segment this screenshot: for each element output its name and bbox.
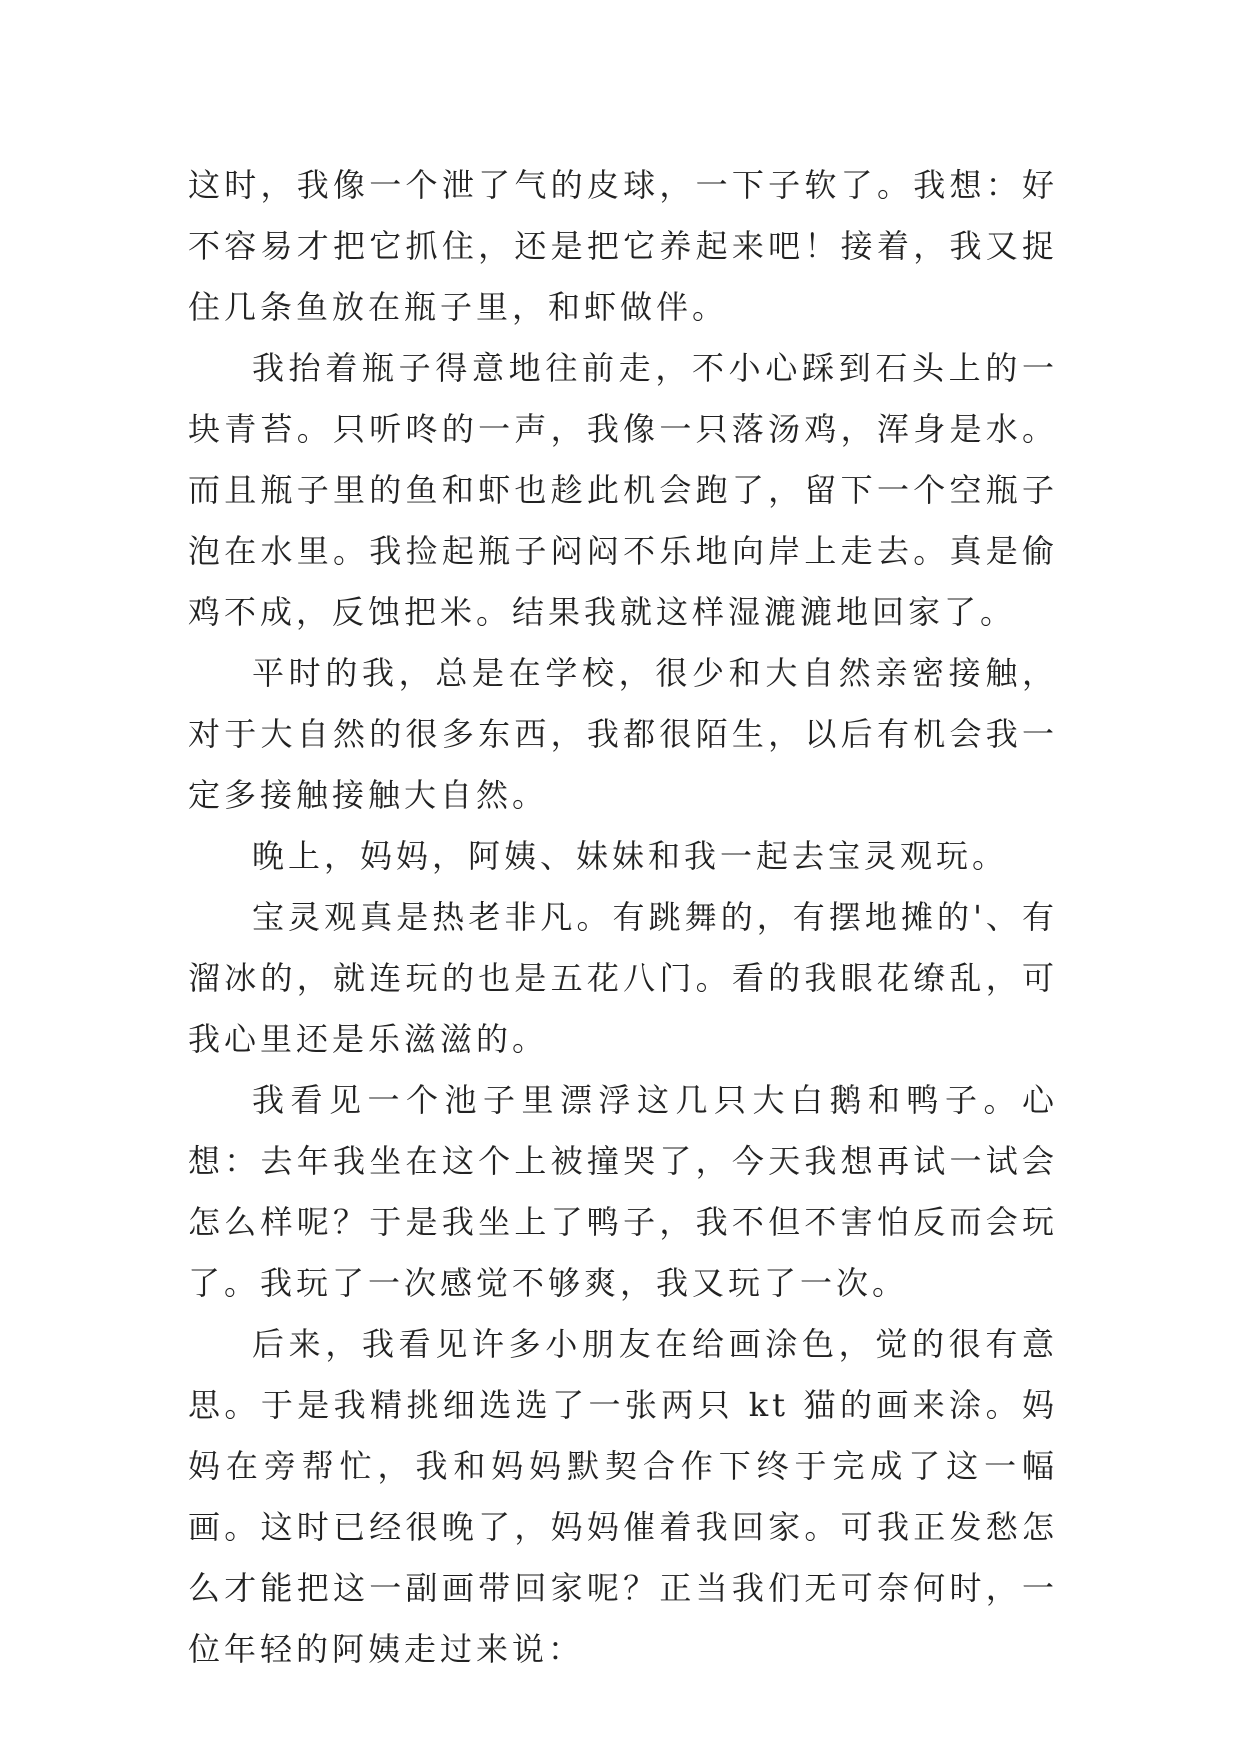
paragraph: 平时的我，总是在学校，很少和大自然亲密接触，对于大自然的很多东西，我都很陌生，以后有机会我一定多接触接触大自然。 — [188, 654, 1058, 814]
paragraph: 这时，我像一个泄了气的皮球，一下子软了。我想：好不容易才把它抓住，还是把它养起来吧！接着，我又捉住几条鱼放在瓶子里，和虾做伴。 — [188, 166, 1058, 326]
paragraph: 晚上，妈妈，阿姨、妹妹和我一起去宝灵观玩。 — [252, 837, 1009, 875]
body-text — [188, 155, 1058, 1680]
paragraph: 我看见一个池子里漂浮这几只大白鹅和鸭子。心想：去年我坐在这个上被撞哭了，今天我想再试一试会怎么样呢？于是我坐上了鸭子，我不但不害怕反而会玩了。我玩了一次感觉不够爽，我又玩了一次。 — [188, 1081, 1058, 1302]
paragraph: 后来，我看见许多小朋友在给画涂色，觉的很有意思。于是我精挑细选选了一张两只 kt 猫的画来涂。妈妈在旁帮忙，我和妈妈默契合作下终于完成了这一幅画。这时已经很晚了，妈妈催着我回家。可我正发愁怎么才能把这一副画带回家呢？正当我们无可奈何时，一位年轻的阿姨走过来说： — [188, 1325, 1058, 1668]
paragraph: 宝灵观真是热老非凡。有跳舞的，有摆地摊的'、有溜冰的，就连玩的也是五花八门。看的我眼花缭乱，可我心里还是乐滋滋的。 — [188, 898, 1058, 1058]
paragraph: 我抬着瓶子得意地往前走，不小心踩到石头上的一块青苔。只听咚的一声，我像一只落汤鸡，浑身是水。而且瓶子里的鱼和虾也趁此机会跑了，留下一个空瓶子泡在水里。我捡起瓶子闷闷不乐地向岸上走去。真是偷鸡不成，反蚀把米。结果我就这样湿漉漉地回家了。 — [188, 349, 1058, 631]
